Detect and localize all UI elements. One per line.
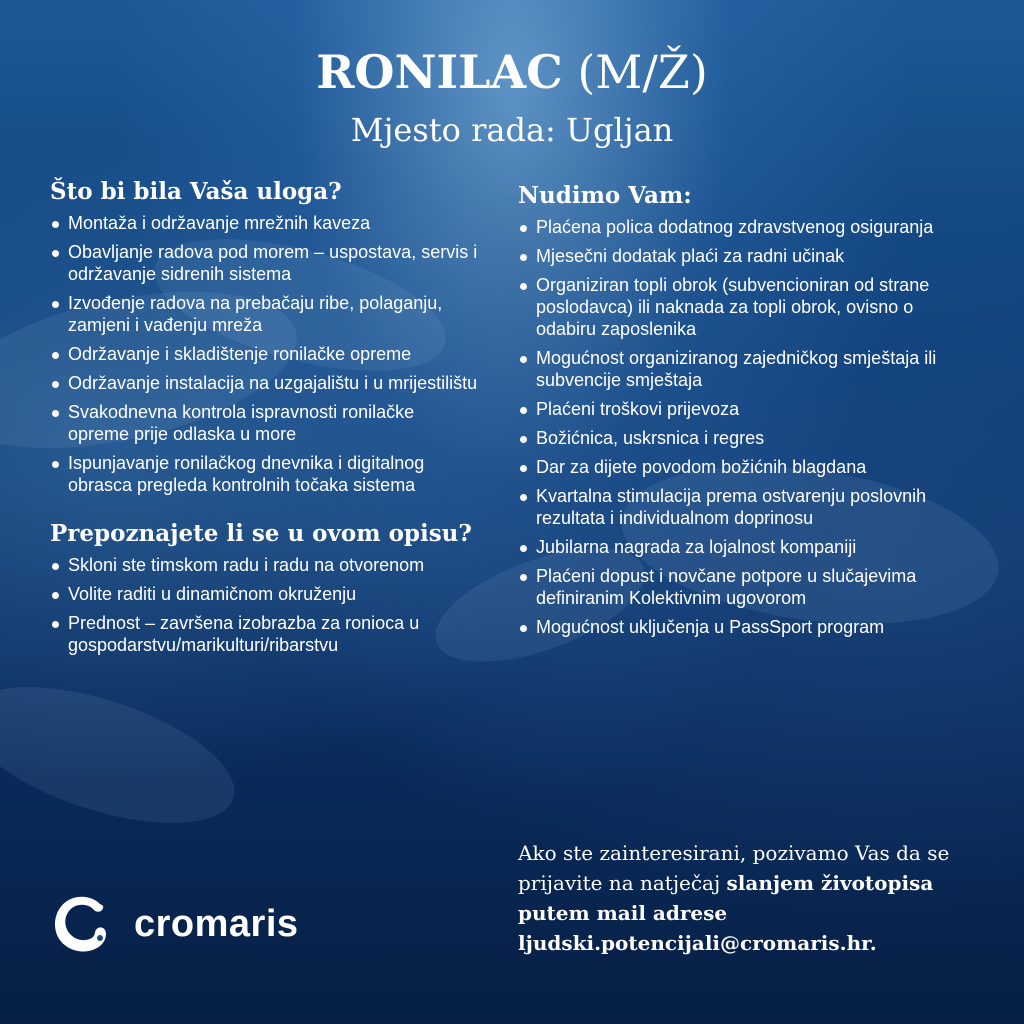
profile-heading: Prepoznajete li se u ovom opisu? [50,520,472,547]
offer-item: Plaćeni troškovi prijevoza [518,398,978,420]
offer-item: Mjesečni dodatak plaći za radni učinak [518,245,978,267]
cromaris-c-icon [48,890,118,960]
contact-text: Ako ste zainteresirani, pozivamo Vas da se prijavite na natječaj [518,841,950,895]
offer-item: Organiziran topli obrok (subvencioniran od strane poslodavca) ili naknada za topli obrok, ovisno o odabiru zaposlenika [518,274,978,340]
profile-item: Volite raditi u dinamičnom okruženju [50,583,480,605]
cromaris-logo [48,890,308,960]
profile-list [50,554,480,656]
role-item: Svakodnevna kontrola ispravnosti ronilačke opreme prije odlaska u more [50,401,480,445]
offer-item: Mogućnost organiziranog zajedničkog smještaja ili subvencije smještaja [518,347,978,391]
offer-item: Božićnica, uskrsnica i regres [518,427,978,449]
role-item: Obavljanje radova pod morem – uspostava, servis i održavanje sidrenih sistema [50,241,480,285]
work-location: Mjesto rada: Ugljan [350,111,674,149]
offer-list [518,216,978,638]
left-column [50,178,480,663]
role-list [50,212,480,496]
offer-item: Kvartalna stimulacija prema ostvarenju poslovnih rezultata i individualnom doprinosu [518,485,978,529]
contact-email-text[interactable]: slanjem životopisa putem mail adrese ljudski.potencijali@cromaris.hr. [518,871,934,955]
background-fish-shape [0,659,250,850]
offer-heading: Nudimo Vam: [518,182,692,209]
offer-item: Dar za dijete povodom božićnih blagdana [518,456,978,478]
role-item: Ispunjavanje ronilačkog dnevnika i digitalnog obrasca pregleda kontrolnih točaka sistema [50,452,480,496]
job-title-gender: (M/Ž) [577,45,708,99]
offer-item: Mogućnost uključenja u PassSport program [518,616,978,638]
role-heading: Što bi bila Vaša uloga? [50,178,342,205]
right-column [518,182,978,645]
role-item: Izvođenje radova na prebačaju ribe, polaganju, zamjeni i vađenju mreža [50,292,480,336]
offer-item: Plaćeni dopust i novčane potpore u slučajevima definiranim Kolektivnim ugovorom [518,565,978,609]
role-item: Montaža i održavanje mrežnih kaveza [50,212,480,234]
offer-item: Plaćena polica dodatnog zdravstvenog osiguranja [518,216,978,238]
profile-item: Prednost – završena izobrazba za ronioca u gospodarstvu/marikulturi/ribarstvu [50,612,480,656]
job-title-bold: RONILAC [316,45,563,99]
offer-item: Jubilarna nagrada za lojalnost kompaniji [518,536,978,558]
job-title [0,42,1024,102]
application-instructions [518,838,978,958]
role-item: Održavanje i skladištenje ronilačke opreme [50,343,480,365]
profile-item: Skloni ste timskom radu i radu na otvorenom [50,554,480,576]
cromaris-wordmark: cromaris [134,903,299,945]
role-item: Održavanje instalacija na uzgajalištu i u mrijestilištu [50,372,480,394]
